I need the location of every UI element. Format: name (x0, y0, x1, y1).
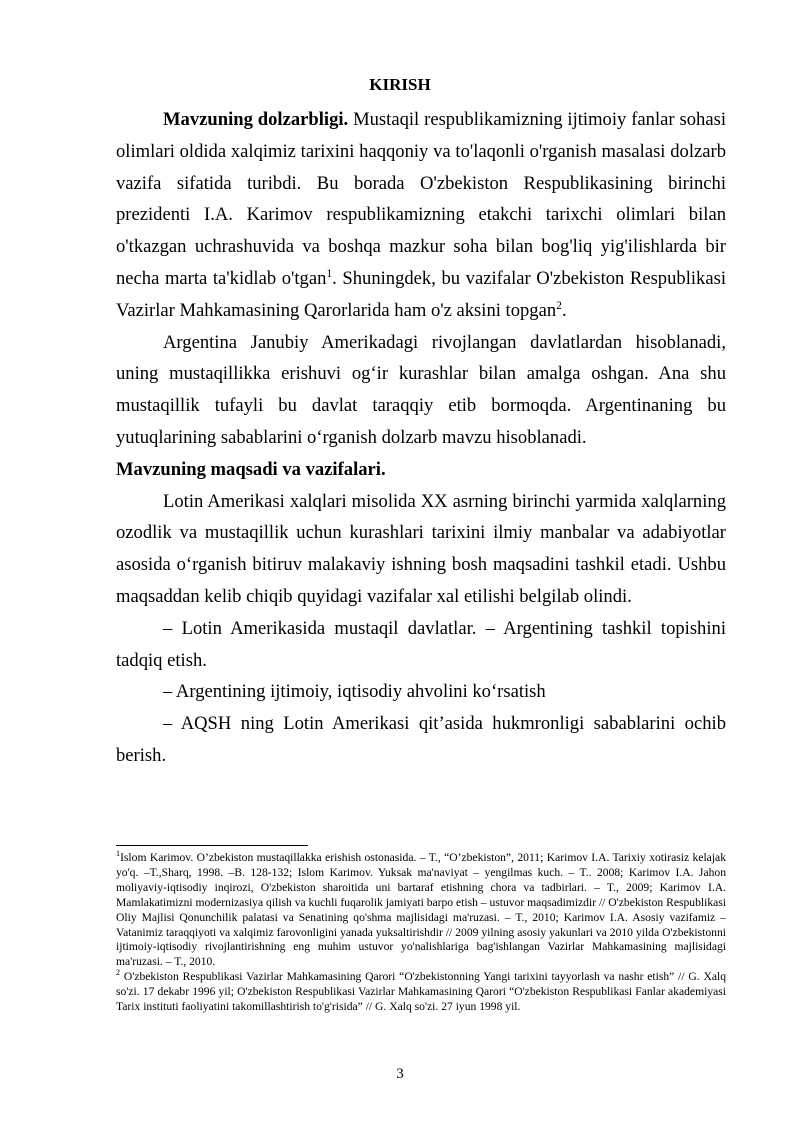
intro-paragraph (116, 104, 726, 327)
goal-paragraph: Lotin Amerikasi xalqlari misolida XX asrning birinchi yarmida xalqlarning ozodlik va mustaqillik uchun kurashlari tarixini ilmiy manbalar va adabiyotlar asosida o‘rganish bitiruv malakaviy ishning bosh maqsadini tashkil etadi. Ushbu maqsaddan kelib chiqib quyidagi vazifalar xal etilishi belgilab olindi. (116, 490, 726, 607)
footnote-separator (116, 845, 308, 846)
intro-text-end: . (561, 299, 567, 321)
argentina-paragraph: Argentina Janubiy Amerikadagi rivojlangan davlatlardan hisoblanadi, uning mustaqillikka erishuvi og‘ir kurashlar bilan amalga oshgan. Ana shu mustaqillik tufayli bu davlat taraqqiy etib bormoqda. Argentinaning bu yutuqlarining sabablarini o‘rganish dolzarb mavzu hisoblanadi. (116, 331, 726, 448)
footnote-text-1: Islom Karimov. O’zbekiston mustaqillakka erishish ostonasida. – T., “O’zbekiston”, 2011; Karimov I.A. Tarixiy xotirasiz kelajak yo'q. –T.,Sharq, 1998. –B. 128-132; Islom Karimov. Yuksak ma'naviyat – yengilmas kuch. – T.. 2008; Karimov I.A. Jahon moliyaviy-iqtisodiy inqirozi, O'zbekiston sharoitida uni bartaraf etishning chora va tadbirlari. – T., 2009; Karimov I.A. Mamlakatimizni modernizasiya qilish va kuchli fuqarolik jamiyati barpo etish – ustuvor maqsadimizdir // O'zbekiston Respublikasi Oliy Majlisi Qonunchilik palatasi va Senatining qo'shma majlisidagi ma'ruzasi. – T., 2010; Karimov I.A. Asosiy vazifamiz – Vatanimiz taraqqiyoti va xalqimiz farovonligini yanada yuksaltirishdir // 2009 yilning asosiy yakunlari va 2010 yilda O'zbekistonni ijtimoiy-iqtisodiy rivojlantirishning eng muhim ustuvor yo'nalishlariga bag'ishlangan Vazirlar Mahkamasining majlisidagi ma'ruzasi. – T., 2010. (116, 851, 726, 969)
task-item: – Lotin Amerikasida mustaqil davlatlar. – Argentining tashkil topishini tadqiq etish. (116, 617, 726, 671)
footnote-mark-2: 2 (116, 968, 121, 978)
intro-lead: Mavzuning dolzarbligi. (163, 109, 349, 130)
task-item: – AQSH ning Lotin Amerikasi qit’asida hukmronligi sabablarini ochib berish. (116, 713, 726, 766)
footnote-2 (116, 970, 726, 1015)
footnote-ref-1: 1 (326, 267, 333, 280)
footnote-ref-2: 2 (556, 299, 562, 312)
page-number: 3 (396, 1066, 404, 1082)
intro-text-part2: . Shuningdek, bu vazifalar O'zbekiston Respublikasi Vazirlar Mahkamasining Qarorlarida ham o'z aksini topgan (116, 267, 726, 321)
task-item: – Argentining ijtimoiy, iqtisodiy ahvolini ko‘rsatish (163, 681, 546, 703)
footnote-1 (116, 851, 726, 970)
footnote-text-2: O'zbekiston Respublikasi Vazirlar Mahkamasining Qarori “O'zbekistonning Yangi tarixini tayyorlash va nashr etish” // G. Xalq so'zi. 17 dekabr 1996 yil; O'zbekiston Respublikasi Vazirlar Mahkamasining Qarori “O'zbekiston Respublikasi Fanlar akademiyasi Tarix instituti faoliyatini takomillashtirish to'g'risida” // G. Xalq so'zi. 27 iyun 1998 yil. (116, 970, 726, 1014)
section-heading: Mavzuning maqsadi va vazifalari. (116, 458, 386, 480)
body-text (116, 104, 726, 772)
page-title: KIRISH (369, 75, 431, 94)
intro-text-part1: Mustaqil respublikamizning ijtimoiy fanlar sohasi olimlari oldida xalqimiz tarixini haqqoniy va to'laqonli o'rganish masalasi dolzarb vazifa sifatida turibdi. Bu borada O'zbekiston Respublikasining birinchi prezidenti I.A. Karimov respublikamizning etakchi tarixchi olimlari bilan o'tkazgan uchrashuvida va boshqa mazkur soha bilan bog'liq yig'ilishlarda bir necha marta ta'kidlab o'tgan (116, 109, 726, 289)
footnotes (116, 851, 726, 1015)
footnote-mark-1: 1 (116, 849, 121, 859)
